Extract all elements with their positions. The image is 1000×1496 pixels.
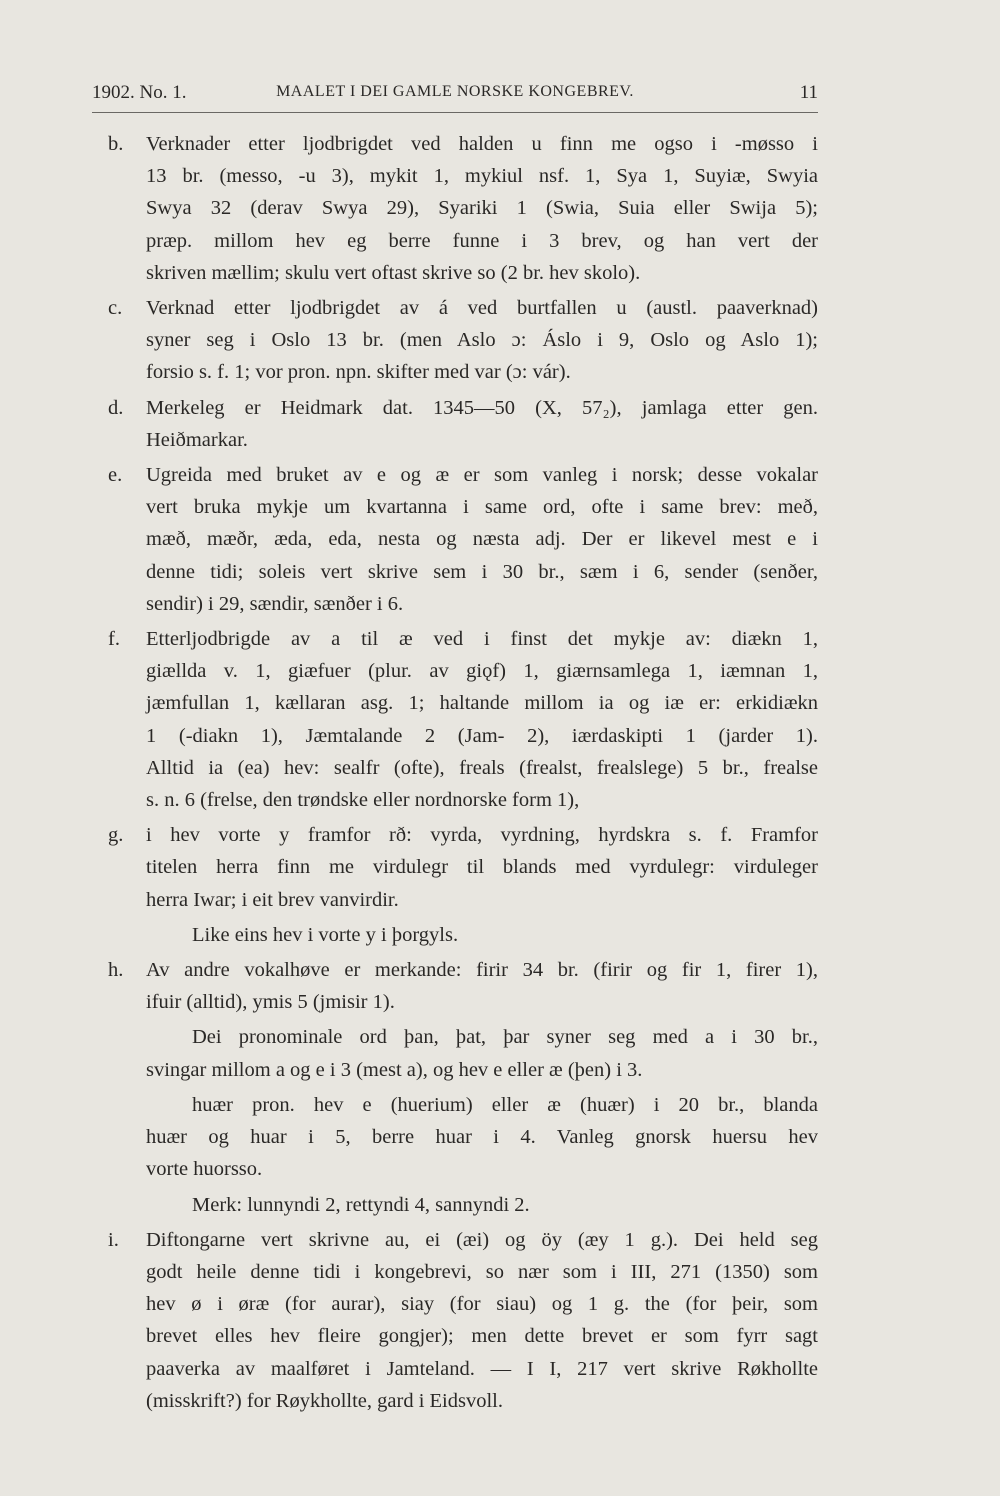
text-line: Av andre vokalhøve er merkande: firir 34 br. (firir og fir 1, firer 1), — [146, 959, 818, 982]
section-item — [92, 128, 818, 289]
text-line: sendir) i 29, sændir, sænðer i 6. — [146, 592, 404, 615]
text-line: Heiðmarkar. — [146, 428, 248, 451]
section-letter: b. — [108, 133, 124, 155]
text-line: Merk: lunnyndi 2, rettyndi 4, sannyndi 2. — [192, 1193, 530, 1216]
section-item — [92, 392, 818, 456]
text-line: forsio s. f. 1; vor pron. npn. skifter med var (ɔ: vár). — [146, 361, 571, 384]
text-line: titelen herra finn me virdulegr til blands med vyrdulegr: virduleger — [146, 856, 818, 879]
text-line: syner seg i Oslo 13 br. (men Aslo ɔ: Áslo i 9, Oslo og Aslo 1); — [146, 329, 818, 352]
note-line — [92, 1189, 818, 1221]
section-item — [92, 819, 818, 916]
text-line: mæð, mæðr, æda, eda, nesta og næsta adj. Der er likevel mest e i — [146, 528, 818, 551]
text-line: ifuir (alltid), ymis 5 (jmisir 1). — [146, 991, 395, 1014]
text-line: Verknader etter ljodbrigdet ved halden u finn me ogso i -møsso i — [146, 133, 818, 155]
text-line: huær pron. hev e (huerium) eller æ (huær) i 20 br., blanda — [192, 1093, 818, 1116]
section-item — [92, 459, 818, 620]
running-header — [92, 82, 818, 112]
section-item — [92, 292, 818, 389]
section-letter: i. — [108, 1228, 119, 1251]
sub-paragraph — [92, 919, 818, 951]
text-line: denne tidi; soleis vert skrive sem i 30 br., sæm i 6, sender (senðer, — [146, 560, 818, 583]
header-title: MAALET I DEI GAMLE NORSKE KONGEBREV. — [276, 83, 634, 100]
text-line: (misskrift?) for Røykhollte, gard i Eidsvoll. — [146, 1389, 503, 1412]
text-line: godt heile denne tidi i kongebrevi, so nær som i III, 271 (1350) som — [146, 1260, 818, 1283]
page-number: 11 — [799, 82, 818, 103]
header-rule — [92, 112, 818, 113]
text-line: giællda v. 1, giæfuer (plur. av giǫf) 1, giærnsamlega 1, iæmnan 1, — [146, 660, 818, 683]
text-line: jæmfullan 1, kællaran asg. 1; haltande millom ia og iæ er: erkidiækn — [146, 692, 818, 715]
section-item — [92, 954, 818, 1018]
sub-paragraph — [92, 1021, 818, 1085]
text-line: Merkeleg er Heidmark dat. 1345—50 (X, 57₂), jamlaga etter gen. — [146, 396, 818, 419]
text-line: Ugreida med bruket av e og æ er som vanleg i norsk; desse vokalar — [146, 464, 818, 487]
text-line: svingar millom a og e i 3 (mest a), og hev e eller æ (þen) i 3. — [146, 1058, 643, 1081]
text-line: brevet elles hev fleire gongjer); men dette brevet er som fyrr sagt — [146, 1325, 818, 1348]
sub-paragraph — [92, 1089, 818, 1186]
page-body — [92, 128, 818, 1420]
text-line: huær og huar i 5, berre huar i 4. Vanleg gnorsk huersu hev — [146, 1126, 818, 1149]
text-line: Dei pronominale ord þan, þat, þar syner seg med a i 30 br., — [192, 1026, 818, 1049]
text-line: s. n. 6 (frelse, den trøndske eller nordnorske form 1), — [146, 789, 580, 812]
text-line: herra Iwar; i eit brev vanvirdir. — [146, 888, 399, 911]
header-issue: 1902. No. 1. — [92, 82, 187, 103]
section-item — [92, 1224, 818, 1417]
section-letter: h. — [108, 959, 124, 982]
text-line: hev ø i øræ (for aurar), siay (for siau) og 1 g. the (for þeir, som — [146, 1293, 818, 1316]
text-line: Like eins hev i vorte y i þorgyls. — [192, 923, 459, 946]
text-line: Etterljodbrigde av a til æ ved i finst det mykje av: diækn 1, — [146, 628, 818, 651]
text-line: 13 br. (messo, -u 3), mykit 1, mykiul nsf. 1, Sya 1, Suyiæ, Swyia — [146, 165, 818, 188]
text-line: vorte huorsso. — [146, 1158, 263, 1181]
section-letter: c. — [108, 297, 123, 320]
text-line: 1 (-diakn 1), Jæmtalande 2 (Jam- 2), iærdaskipti 1 (jarder 1). — [146, 724, 818, 747]
section-letter: f. — [108, 628, 120, 651]
text-line: Swya 32 (derav Swya 29), Syariki 1 (Swia, Suia eller Swija 5); — [146, 197, 818, 220]
text-line: paaverka av maalføret i Jamteland. — I I, 217 vert skrive Røkhollte — [146, 1357, 818, 1380]
section-letter: e. — [108, 464, 123, 487]
text-line: Alltid ia (ea) hev: sealfr (ofte), freals (frealst, frealslege) 5 br., frealse — [146, 756, 818, 779]
text-line: Verknad etter ljodbrigdet av á ved burtfallen u (austl. paaverknad) — [146, 297, 818, 320]
section-item — [92, 623, 818, 816]
text-line: skriven mællim; skulu vert oftast skrive so (2 br. hev skolo). — [146, 261, 641, 284]
text-line: præp. millom hev eg berre funne i 3 brev, og han vert der — [146, 229, 818, 252]
text-line: vert bruka mykje um kvartanna i same ord, ofte i same brev: með, — [146, 496, 818, 519]
text-line: Diftongarne vert skrivne au, ei (æi) og öy (æy 1 g.). Dei held seg — [146, 1228, 818, 1251]
section-letter: g. — [108, 824, 124, 847]
section-letter: d. — [108, 396, 124, 419]
text-line: i hev vorte y framfor rð: vyrda, vyrdning, hyrdskra s. f. Framfor — [146, 824, 818, 847]
